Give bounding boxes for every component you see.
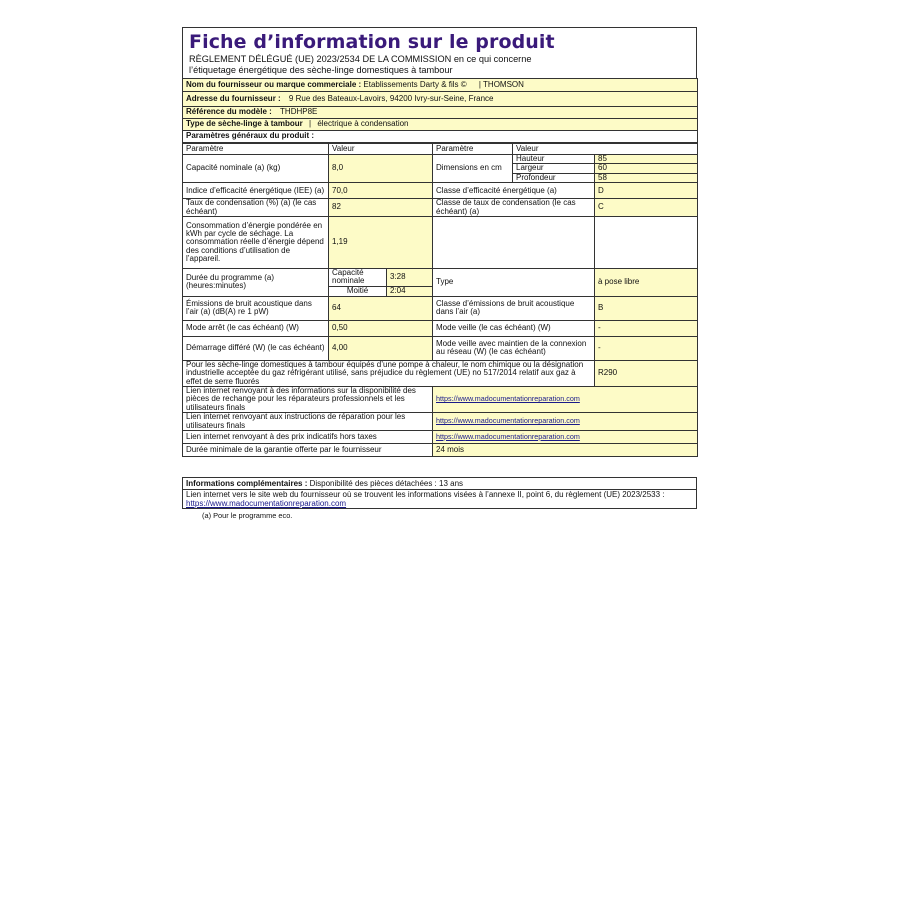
delay-start-label: Démarrage différé (W) (le cas échéant) <box>183 336 329 360</box>
energy-class-value: D <box>595 183 698 199</box>
parameters-table <box>182 143 698 457</box>
iee-label: Indice d’efficacité énergétique (IEE) (a) <box>183 183 329 199</box>
iee-value: 70,0 <box>329 183 433 199</box>
prices-link-label: Lien internet renvoyant à des prix indicatifs hors taxes <box>183 431 433 444</box>
prices-link[interactable]: https://www.madocumentationreparation.com <box>436 431 580 441</box>
address-row <box>183 92 698 107</box>
regulation-subtitle <box>189 54 690 78</box>
subtitle-line-2: l’étiquetage énergétique des sèche-linge domestiques à tambour <box>189 65 453 75</box>
address-value: 9 Rue des Bateaux-Lavoirs, 94200 Ivry-sur-Seine, France <box>288 93 494 103</box>
supplier-table <box>182 78 698 143</box>
condensation-value: 82 <box>329 199 433 217</box>
footnote: (a) Pour le programme eco. <box>202 511 293 520</box>
additional-information <box>182 477 697 509</box>
header-value-left: Valeur <box>329 144 433 155</box>
depth-value: 58 <box>595 173 698 182</box>
model-label: Référence du modèle : <box>186 107 272 117</box>
condensation-class-label: Classe de taux de condensation (le cas échéant) (a) <box>433 199 595 217</box>
condensation-label: Taux de condensation (%) (a) (le cas échéant) <box>183 199 329 217</box>
model-row <box>183 107 698 119</box>
off-mode-value: 0,50 <box>329 320 433 336</box>
annex-link[interactable]: https://www.madocumentationreparation.com <box>186 499 347 508</box>
supplier-label: Nom du fournisseur ou marque commerciale : <box>186 79 362 89</box>
additional-info-label: Informations complémentaires : <box>186 479 308 488</box>
width-label: Largeur <box>513 164 595 173</box>
noise-class-value: B <box>595 296 698 320</box>
header-value-right: Valeur <box>513 144 698 155</box>
annex-link-text: Lien internet vers le site web du fournisseur où se trouvent les informations visées à l’annexe II, point 6, du règlement (UE) 2023/2533 : <box>186 490 665 499</box>
supplier-value: Etablissements Darty & fils © <box>363 79 467 89</box>
spare-parts-link[interactable]: https://www.madocumentationreparation.com <box>436 394 580 404</box>
additional-info-row <box>183 478 697 490</box>
condensation-class-value: C <box>595 199 698 217</box>
dimensions-label: Dimensions en cm <box>433 155 513 183</box>
model-value: THDHP8E <box>280 107 318 117</box>
supplier-row <box>183 79 698 92</box>
additional-information-table <box>182 477 697 509</box>
additional-info-value: Disponibilité des pièces détachées : 13 ans <box>309 479 464 488</box>
dryer-type-value: électrique à condensation <box>317 119 409 129</box>
subtitle-line-1: RÈGLEMENT DÉLÉGUÉ (UE) 2023/2534 DE LA COMMISSION en ce qui concerne <box>189 54 532 64</box>
dryer-type-row: Type de sèche-linge à tambour | électrique à condensation <box>183 119 698 131</box>
duration-half-value: 2:04 <box>387 286 433 296</box>
duration-label: Durée du programme (a) (heures:minutes) <box>183 269 329 297</box>
repair-instructions-link-label: Lien internet renvoyant aux instructions de réparation pour les utilisateurs finals <box>183 413 433 431</box>
delay-start-value: 4,00 <box>329 336 433 360</box>
consumption-label: Consommation d’énergie pondérée en kWh par cycle de séchage. La consommation réelle d’énergie dépend des conditions d’utilisation de l’appareil. <box>183 217 329 269</box>
noise-label: Émissions de bruit acoustique dans l’air (a) (dB(A) re 1 pW) <box>183 296 329 320</box>
noise-value: 64 <box>329 296 433 320</box>
duration-full-label: Capacité nominale <box>329 269 387 287</box>
spare-parts-link-label: Lien internet renvoyant à des informations sur la disponibilité des pièces de rechange pour les réparateurs professionnels et les utilisateurs finals <box>183 387 433 413</box>
duration-full-value: 3:28 <box>387 269 433 287</box>
height-label: Hauteur <box>513 155 595 164</box>
type-value: à pose libre <box>595 269 698 297</box>
refrigerant-label: Pour les sèche-linge domestiques à tambour équipés d’une pompe à chaleur, le nom chimique ou la désignation industrielle acceptée du gaz réfrigérant utilisé, sans préjudice du règlement (UE) no 517/2014 relatif aux gaz à effet de serre fluorés <box>183 360 595 386</box>
height-value: 85 <box>595 155 698 164</box>
standby-value: - <box>595 320 698 336</box>
width-value: 60 <box>595 164 698 173</box>
depth-label: Profondeur <box>513 173 595 182</box>
capacity-value: 8,0 <box>329 155 433 183</box>
standby-label: Mode veille (le cas échéant) (W) <box>433 320 595 336</box>
type-label: Type <box>433 269 595 297</box>
network-standby-value: - <box>595 336 698 360</box>
energy-class-label: Classe d’efficacité énergétique (a) <box>433 183 595 199</box>
sheet-header <box>182 27 697 78</box>
consumption-value: 1,19 <box>329 217 433 269</box>
general-params-heading: Paramètres généraux du produit : <box>183 131 698 143</box>
product-information-sheet <box>182 27 697 457</box>
noise-class-label: Classe d’émissions de bruit acoustique dans l’air (a) <box>433 296 595 320</box>
capacity-label: Capacité nominale (a) (kg) <box>183 155 329 183</box>
header-param-left: Paramètre <box>183 144 329 155</box>
address-label: Adresse du fournisseur : <box>186 93 281 103</box>
header-param-right: Paramètre <box>433 144 513 155</box>
sheet-title: Fiche d’information sur le produit <box>189 31 555 53</box>
network-standby-label: Mode veille avec maintien de la connexion au réseau (W) (le cas échéant) <box>433 336 595 360</box>
dryer-type-label: Type de sèche-linge à tambour <box>186 119 303 129</box>
off-mode-label: Mode arrêt (le cas échéant) (W) <box>183 320 329 336</box>
refrigerant-value: R290 <box>595 360 698 386</box>
warranty-label: Durée minimale de la garantie offerte par le fournisseur <box>183 444 433 457</box>
brand-name: | THOMSON <box>478 79 524 89</box>
annex-link-row <box>183 490 697 509</box>
duration-half-label: Moitié <box>329 286 387 296</box>
repair-instructions-link[interactable]: https://www.madocumentationreparation.com <box>436 416 580 426</box>
warranty-value: 24 mois <box>433 444 698 457</box>
